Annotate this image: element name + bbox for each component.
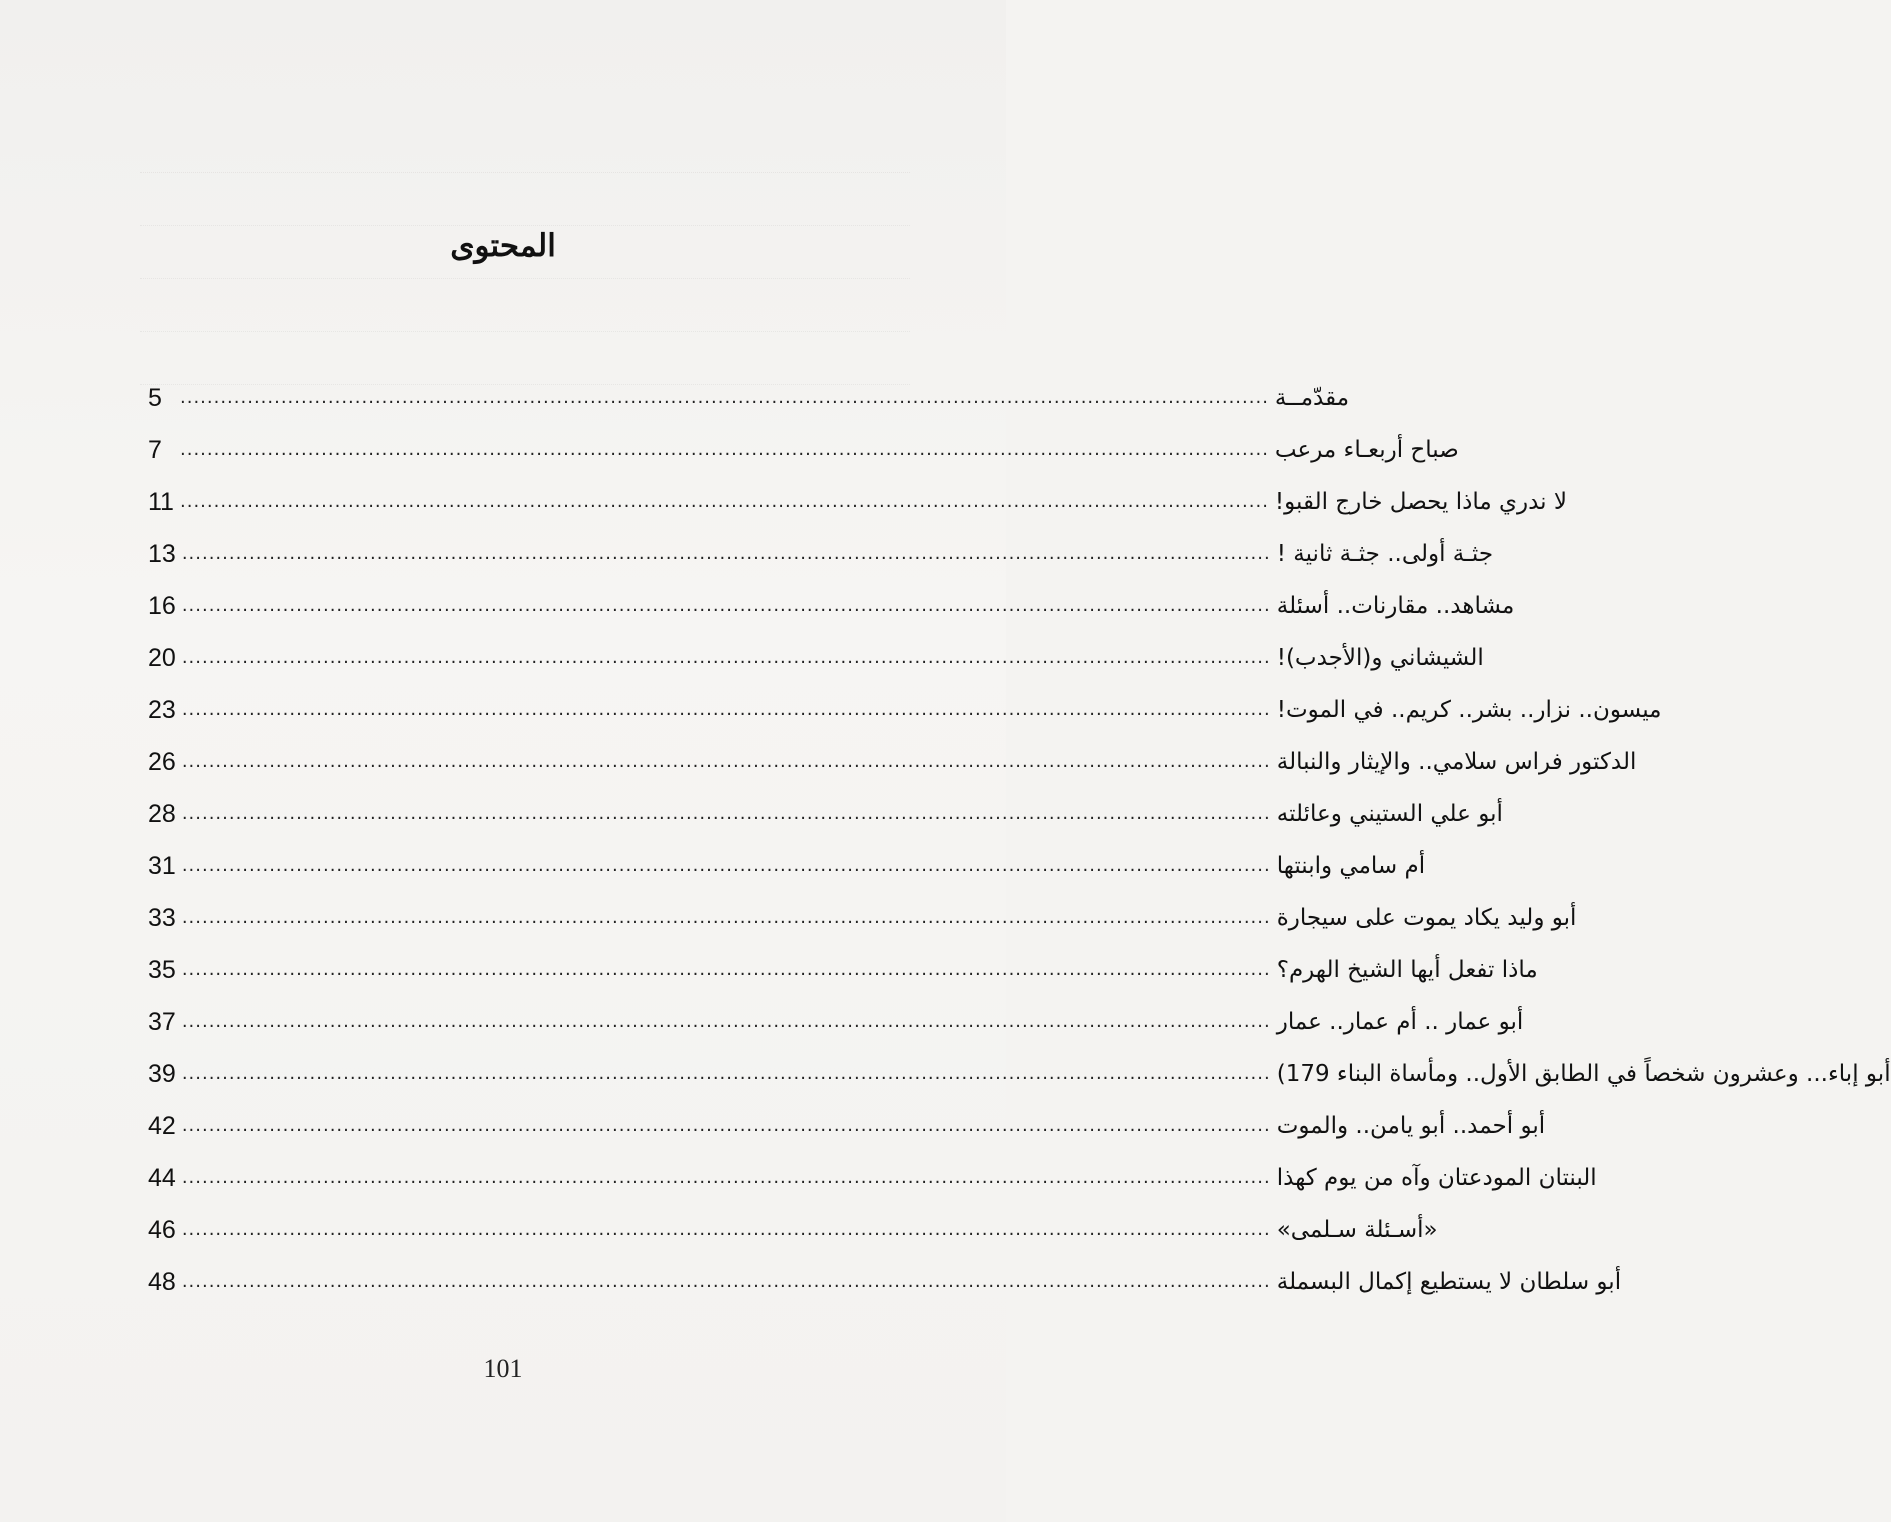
toc-page-number: 48	[148, 1267, 176, 1296]
toc-entry-title: أبو إباء... وعشرون شخصاً في الطابق الأول.. ومأساة البناء 179)	[1276, 1061, 1891, 1087]
toc-entry-title: الدكتور فراس سلامي.. والإيثار والنبالة	[1276, 749, 1637, 775]
toc-entry-title: البنتان المودعتان وآه من يوم كهذا	[1276, 1165, 1597, 1191]
toc-entry-title: جثـة أولى.. جثـة ثانية !	[1276, 541, 1494, 567]
toc-page-number: 31	[148, 851, 176, 880]
toc-dot-leader: ..................................................................................................................................................................	[181, 751, 1271, 772]
toc-dot-leader: ..................................................................................................................................................................	[181, 1271, 1271, 1292]
toc-entry	[148, 996, 1524, 1048]
toc-dot-leader: ..................................................................................................................................................................	[181, 543, 1271, 564]
toc-entry	[148, 632, 1484, 684]
toc-page-number: 46	[148, 1215, 176, 1244]
toc-entry	[148, 1204, 1438, 1256]
toc-entry-title: أبو أحمد.. أبو يامن.. والموت	[1276, 1113, 1546, 1139]
toc-entry-title: أبو علي الستيني وعائلته	[1276, 801, 1503, 827]
toc-entry	[148, 684, 1662, 736]
toc-entry	[148, 736, 1637, 788]
toc-page-number: 26	[148, 747, 176, 776]
toc-entry-title: ميسون.. نزار.. بشر.. كريم.. في الموت!	[1276, 697, 1662, 723]
toc-dot-leader: ..................................................................................................................................................................	[181, 1167, 1271, 1188]
toc-page-number: 39	[148, 1059, 176, 1088]
toc-entry-title: مشاهد.. مقارنات.. أسئلة	[1276, 593, 1515, 619]
toc-dot-leader: ..................................................................................................................................................................	[181, 699, 1271, 720]
toc-dot-leader: ..................................................................................................................................................................	[181, 1115, 1271, 1136]
toc-entry-title: لا ندري ماذا يحصل خارج القبو!	[1274, 489, 1568, 515]
toc-dot-leader: ..................................................................................................................................................................	[181, 1011, 1271, 1032]
table-of-contents	[148, 372, 1891, 1308]
toc-dot-leader: ..................................................................................................................................................................	[181, 855, 1271, 876]
toc-entry-title: أم سامي وابنتها	[1276, 853, 1426, 879]
toc-entry	[148, 1256, 1622, 1308]
toc-entry	[148, 1048, 1891, 1100]
toc-page-number: 35	[148, 955, 176, 984]
toc-page-number: 28	[148, 799, 176, 828]
toc-dot-leader: ..................................................................................................................................................................	[181, 1063, 1271, 1084]
toc-entry-title: ماذا تفعل أيها الشيخ الهرم؟	[1276, 957, 1538, 983]
toc-page-number: 20	[148, 643, 176, 672]
page-number: 101	[483, 1354, 523, 1383]
toc-entry	[148, 528, 1494, 580]
toc-dot-leader: ..................................................................................................................................................................	[181, 803, 1271, 824]
toc-dot-leader: ..................................................................................................................................................................	[181, 1219, 1271, 1240]
toc-dot-leader: ..................................................................................................................................................................	[180, 387, 1269, 408]
toc-entry-title: صباح أربعـاء مرعب	[1274, 437, 1459, 463]
toc-entry-title: مقدّمــة	[1274, 385, 1350, 411]
toc-dot-leader: ..................................................................................................................................................................	[181, 595, 1271, 616]
toc-entry	[148, 892, 1577, 944]
toc-entry-title: أبو عمار .. أم عمار.. عمار	[1276, 1009, 1524, 1035]
toc-entry-title: أبو وليد يكاد يموت على سيجارة	[1276, 905, 1577, 931]
toc-entry-title: أبو سلطان لا يستطيع إكمال البسملة	[1276, 1269, 1622, 1295]
page-title: المحتوى	[450, 228, 556, 264]
toc-page-number: 16	[148, 591, 176, 620]
toc-dot-leader: ..................................................................................................................................................................	[180, 491, 1269, 512]
toc-page-number: 33	[148, 903, 176, 932]
toc-page-number: 37	[148, 1007, 176, 1036]
toc-dot-leader: ..................................................................................................................................................................	[180, 439, 1269, 460]
toc-dot-leader: ..................................................................................................................................................................	[181, 907, 1271, 928]
toc-page-number: 7	[148, 435, 162, 464]
toc-page-number: 5	[148, 383, 162, 412]
toc-entry	[148, 580, 1515, 632]
toc-entry-title: «أسـئلة سـلمى»	[1276, 1217, 1438, 1243]
toc-page-number: 44	[148, 1163, 176, 1192]
toc-page-number: 23	[148, 695, 176, 724]
toc-entry	[148, 372, 1350, 424]
toc-page-number: 13	[148, 539, 176, 568]
toc-entry	[148, 840, 1426, 892]
toc-page-number: 42	[148, 1111, 176, 1140]
toc-dot-leader: ..................................................................................................................................................................	[181, 647, 1271, 668]
toc-page-number: 11	[148, 487, 174, 516]
toc-entry	[148, 1152, 1597, 1204]
toc-dot-leader: ..................................................................................................................................................................	[181, 959, 1271, 980]
toc-entry	[148, 1100, 1546, 1152]
toc-entry	[148, 944, 1538, 996]
toc-entry	[148, 788, 1503, 840]
toc-entry	[148, 424, 1459, 476]
toc-entry	[148, 476, 1568, 528]
toc-entry-title: الشيشاني و(الأجدب)!	[1276, 645, 1484, 671]
